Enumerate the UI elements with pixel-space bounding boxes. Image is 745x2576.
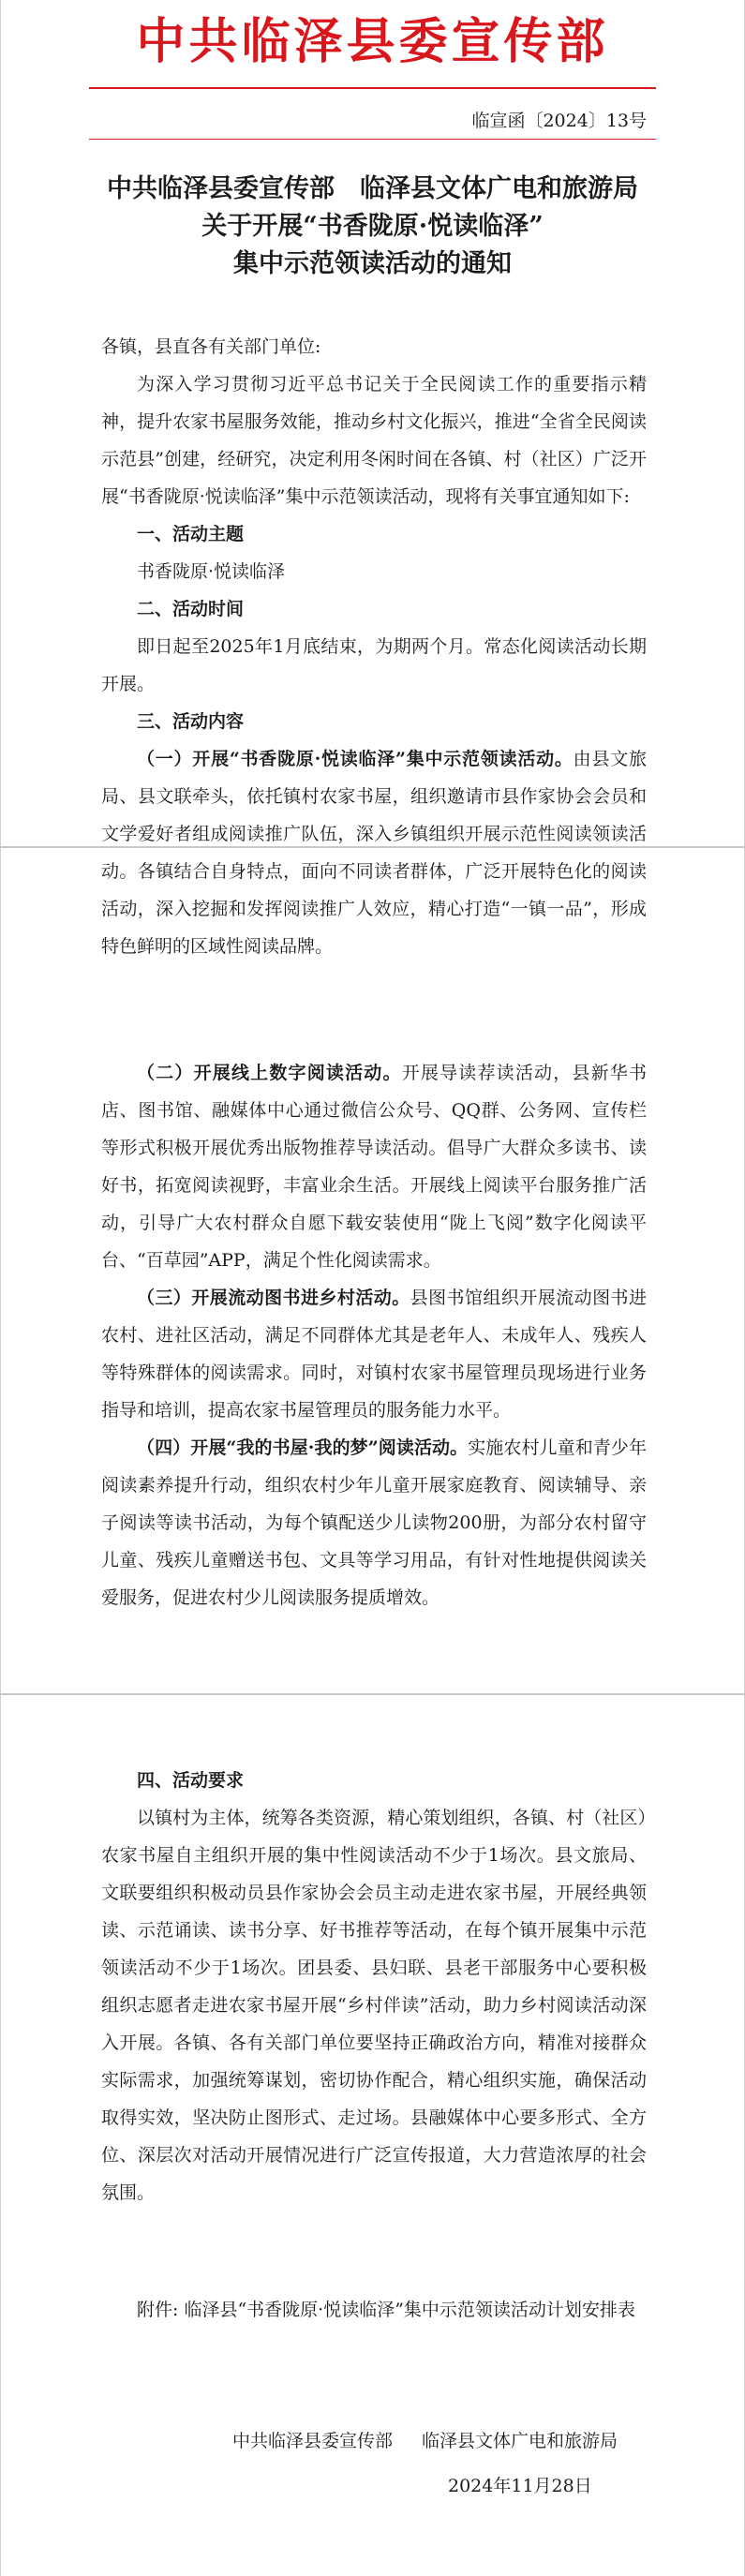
section-1-body: 书香陇原·悦读临泽 [137, 561, 286, 582]
body-page-1 [101, 328, 647, 965]
doc-title-line2: 关于开展“书香陇原·悦读临泽” [201, 212, 544, 241]
item-4-lead: （四）开展“我的书屋·我的梦”阅读活动。 [137, 1437, 469, 1458]
section-4-body: 以镇村为主体，统筹各类资源，精心策划组织，各镇、村（社区）农家书屋自主组织开展的集中性阅读活动不少于1场次。县文旅局、文联要组织积极动员县作家协会会员主动走进农家书屋，开展经典领读、示范诵读、读书分享、好书推荐等活动，在每个镇开展集中示范领读活动不少于1场次。团县委、县妇联、县老干部服务中心要积极组织志愿者走进农家书屋开展“乡村伴读”活动，助力乡村阅读活动深入开展。各镇、各有关部门单位要坚持正确政治方向，精准对接群众实际需求，加强统筹谋划，密切协作配合，精心组织实施，确保活动取得实效，坚决防止图形式、走过场。县融媒体中心要多形式、全方位、深层次对活动开展情况进行广泛宣传报道，大力营造浓厚的社会氛围。 [101, 1808, 647, 2203]
section-2-body: 即日起至2025年1月底结束，为期两个月。常态化阅读活动长期开展。 [101, 636, 647, 694]
section-2-heading: 二、活动时间 [137, 599, 245, 619]
item-4-body: 实施农村儿童和青少年阅读素养提升行动，组织农村少年儿童开展家庭教育、阅读辅导、亲子阅读等读书活动，为每个镇配送少儿读物200册，为部分农村留守儿童、残疾儿童赠送书包、文具等学习用品，有针对性地提供阅读关爱服务，促进农村少儿阅读服务提质增效。 [101, 1437, 647, 1608]
item-2-body: 开展导读荐读活动，县新华书店、图书馆、融媒体中心通过微信公众号、QQ群、公务网、宣传栏等形式积极开展优秀出版物推荐导读活动。倡导广大群众多读书、读好书，拓宽阅读视野，丰富业余生活。开展线上阅读平台服务推广活动，引导广大农村群众自愿下载安装使用“陇上飞阅”数字化阅读平台、“百草园”APP，满足个性化阅读需求。 [101, 1063, 647, 1271]
body-page-3 [101, 1762, 647, 2211]
section-1-heading: 一、活动主题 [137, 524, 245, 544]
item-3-body: 县图书馆组织开展流动图书进农村、进社区活动，满足不同群体尤其是老年人、未成年人、残疾人等特殊群体的阅读需求。同时，对镇村农家书屋管理员现场进行业务指导和培训，提高农家书屋管理员的服务能力水平。 [101, 1288, 647, 1421]
signature-org-1: 中共临泽县委宣传部 [232, 2431, 394, 2451]
attachment-note: 附件: 临泽县“书香陇原·悦读临泽”集中示范领读活动计划安排表 [137, 2300, 635, 2320]
red-divider [89, 87, 656, 89]
document-number: 临宣函〔2024〕13号 [471, 111, 647, 131]
item-2-lead: （二）开展线上数字阅读活动。 [137, 1063, 402, 1083]
item-1-lead: （一）开展“书香陇原·悦读临泽”集中示范领读活动。 [137, 749, 574, 769]
red-divider-thin [89, 139, 656, 140]
section-3-item-1 [101, 740, 647, 965]
left-border [0, 0, 1, 2576]
salutation: 各镇，县直各有关部门单位: [101, 336, 321, 357]
intro-paragraph: 为深入学习贯彻习近平总书记关于全民阅读工作的重要指示精神，提升农家书屋服务效能，推动乡村文化振兴，推进“全省全民阅读示范县”创建，经研究，决定利用冬闲时间在各镇、村（社区）广泛开展“书香陇原·悦读临泽”集中示范领读活动，现将有关事宜通知如下: [101, 374, 647, 507]
body-page-2 [101, 1054, 647, 1616]
signature-org-2: 临泽县文体广电和旅游局 [422, 2431, 618, 2451]
section-4-heading: 四、活动要求 [137, 1770, 245, 1791]
section-3-item-2 [101, 1054, 647, 1279]
section-3-heading: 三、活动内容 [137, 711, 245, 732]
item-3-lead: （三）开展流动图书进乡村活动。 [137, 1288, 410, 1308]
page-break [0, 1693, 745, 1695]
section-3-item-3 [101, 1279, 647, 1429]
org-header-title: 中共临泽县委宣传部 [136, 13, 609, 70]
item-1-body: 由县文旅局、县文联牵头，依托镇村农家书屋，组织邀请市县作家协会会员和文学爱好者组成阅读推广队伍，深入乡镇组织开展示范性阅读领读活动。各镇结合自身特点，面向不同读者群体，广泛开展特色化的阅读活动，深入挖掘和发挥阅读推广人效应，精心打造“一镇一品”，形成特色鲜明的区域性阅读品牌。 [101, 749, 647, 957]
doc-title-line3: 集中示范领读活动的通知 [233, 249, 512, 278]
signature-date: 2024年11月28日 [448, 2476, 592, 2496]
doc-title-line1: 中共临泽县委宣传部 临泽县文体广电和旅游局 [107, 174, 638, 203]
section-3-item-4 [101, 1429, 647, 1616]
